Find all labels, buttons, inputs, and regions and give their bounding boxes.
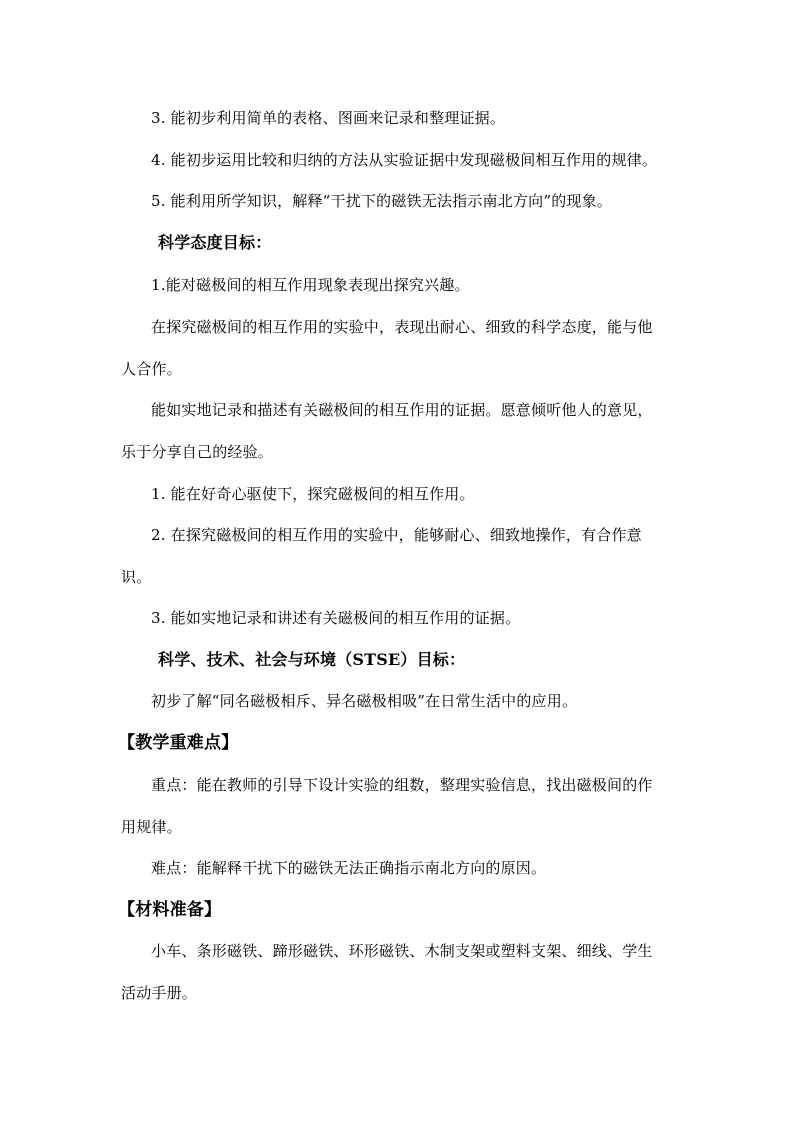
attitude-heading: 科学态度目标： [158,233,272,252]
skill-item-3: 3. 能初步利用简单的表格、图画来记录和整理证据。 [151,109,506,127]
key-point-line-2: 用规律。 [121,818,182,836]
materials-heading: 【材料准备】 [118,900,222,920]
attitude-paragraph-1-line-1: 在探究磁极间的相互作用的实验中，表现出耐心、细致的科学态度，能与他 [151,318,653,336]
attitude-paragraph-2-line-1: 能如实地记录和描述有关磁极间的相互作用的证据。愿意倾听他人的意见， [151,401,653,419]
attitude-list-item-2-line-1: 2. 在探究磁极间的相互作用的实验中，能够耐心、细致地操作，有合作意 [151,526,642,544]
materials-line-2: 活动手册。 [121,984,198,1002]
difficulty-heading: 【教学重难点】 [118,733,239,753]
skill-item-5: 5. 能利用所学知识，解释“干扰下的磁铁无法指示南北方向”的现象。 [151,192,613,210]
stse-text: 初步了解“同名磁极相斥、异名磁极相吸”在日常生活中的应用。 [151,692,578,710]
attitude-list-item-2-line-2: 识。 [121,568,152,586]
key-point-line-1: 重点：能在教师的引导下设计实验的组数，整理实验信息，找出磁极间的作 [151,776,653,794]
attitude-paragraph-1-line-2: 人合作。 [121,360,182,378]
materials-line-1: 小车、条形磁铁、蹄形磁铁、环形磁铁、木制支架或塑料支架、细线、学生 [151,942,653,960]
attitude-paragraph-2-line-2: 乐于分享自己的经验。 [121,443,274,461]
attitude-list-item-1: 1. 能在好奇心驱使下，探究磁极间的相互作用。 [151,485,475,503]
stse-heading: 科学、技术、社会与环境（STSE）目标： [158,650,466,669]
skill-item-4: 4. 能初步运用比较和归纳的方法从实验证据中发现磁极间相互作用的规律。 [151,151,658,169]
attitude-item-1: 1.能对磁极间的相互作用现象表现出探究兴趣。 [151,276,470,294]
attitude-list-item-3: 3. 能如实地记录和讲述有关磁极间的相互作用的证据。 [151,609,521,627]
difficult-point: 难点：能解释干扰下的磁铁无法正确指示南北方向的原因。 [151,859,547,877]
